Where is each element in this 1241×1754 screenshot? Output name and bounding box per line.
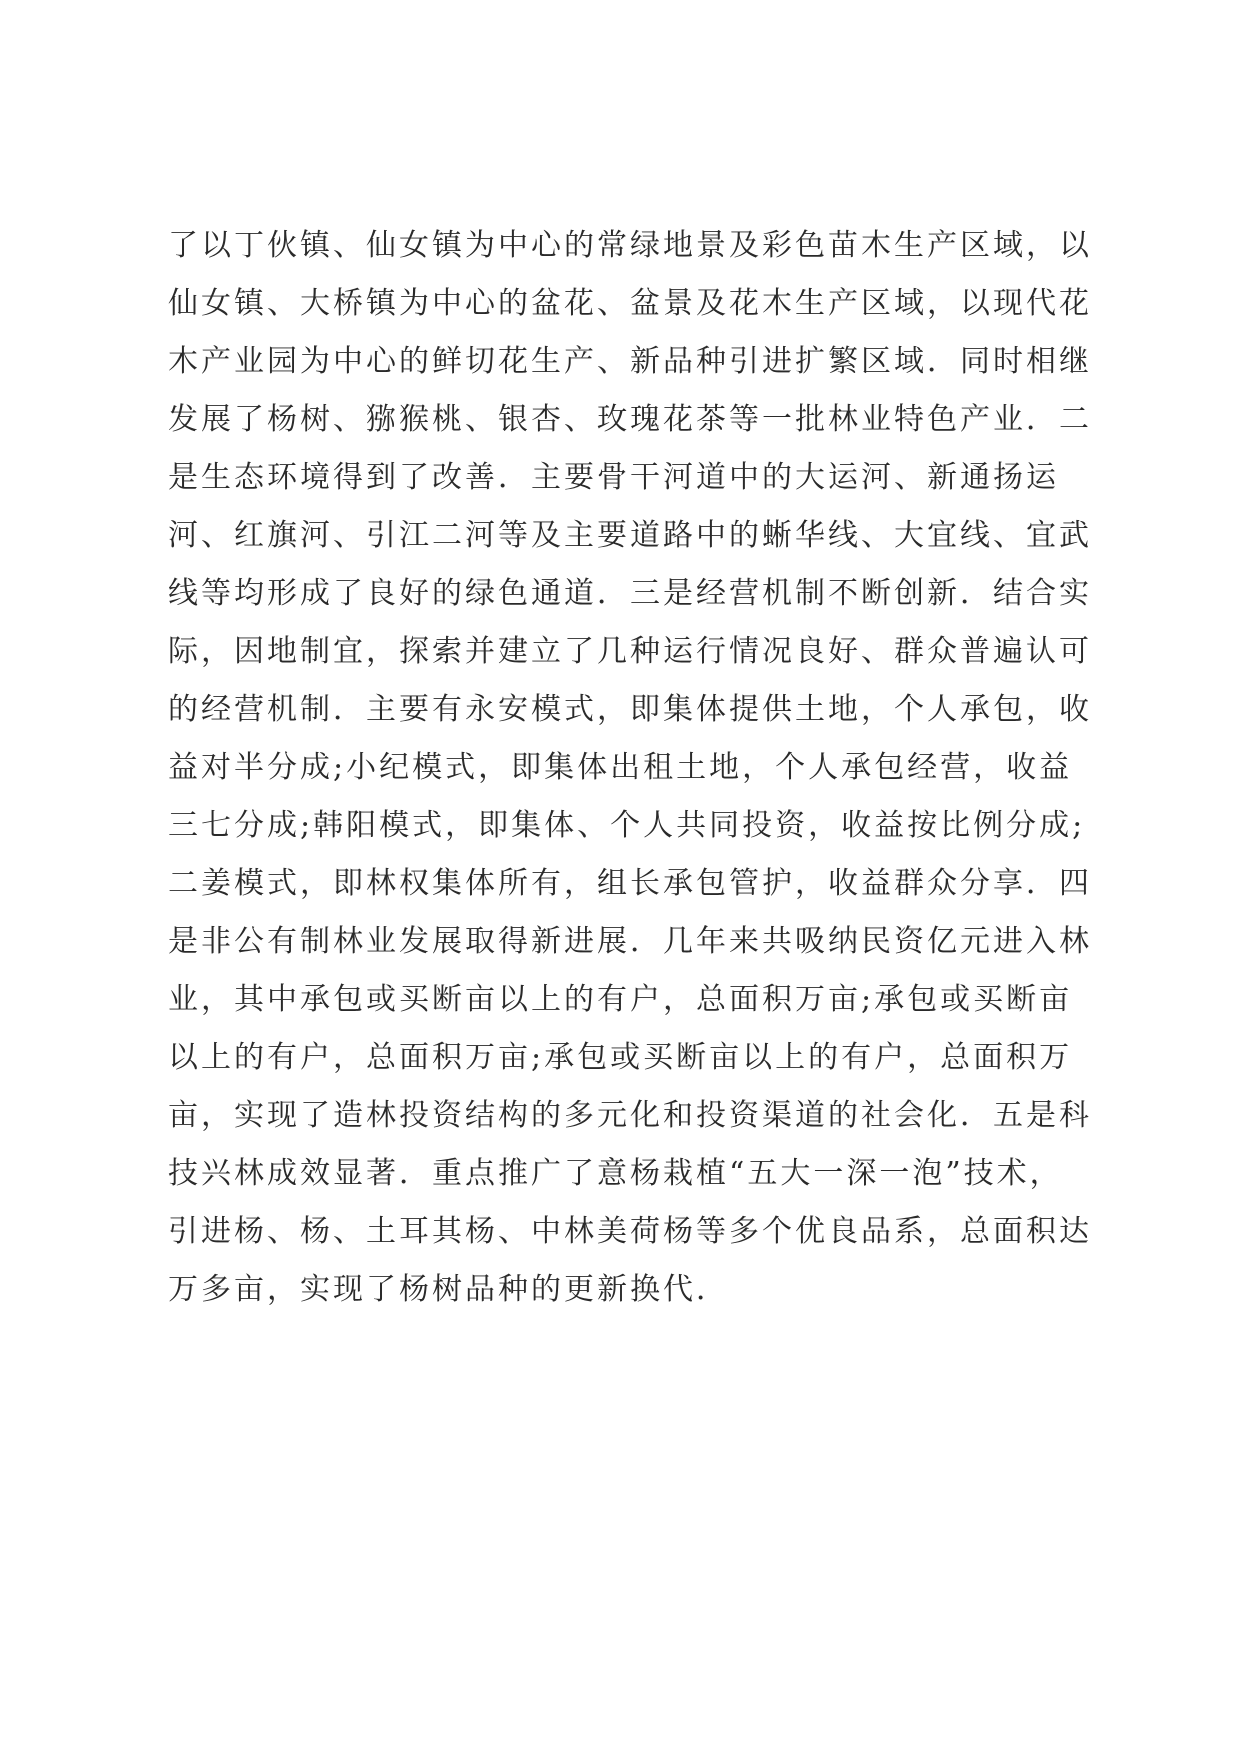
text-line: 发展了杨树、猕猴桃、银杏、玫瑰花茶等一批林业特色产业．二 [168,402,1092,437]
text-line: 是生态环境得到了改善．主要骨干河道中的大运河、新通扬运 [168,460,1059,495]
text-line: 线等均形成了良好的绿色通道．三是经营机制不断创新．结合实 [168,576,1092,611]
text-line: 二姜模式，即林权集体所有，组长承包管护，收益群众分享．四 [168,866,1092,901]
text-line: 河、红旗河、引江二河等及主要道路中的蜥华线、大宜线、宜武 [168,518,1092,553]
text-line: 是非公有制林业发展取得新进展．几年来共吸纳民资亿元进入林 [168,924,1092,959]
text-line: 木产业园为中心的鲜切花生产、新品种引进扩繁区域．同时相继 [168,344,1092,379]
text-line: 以上的有户，总面积万亩;承包或买断亩以上的有户，总面积万 [168,1040,1073,1075]
text-line: 仙女镇、大桥镇为中心的盆花、盆景及花木生产区域，以现代花 [168,286,1092,321]
text-line: 三七分成;韩阳模式，即集体、个人共同投资，收益按比例分成; [168,808,1086,843]
text-line: 亩，实现了造林投资结构的多元化和投资渠道的社会化．五是科 [168,1098,1092,1133]
text-line: 的经营机制．主要有永安模式，即集体提供土地，个人承包，收 [168,692,1092,727]
text-line: 益对半分成;小纪模式，即集体出租土地，个人承包经营，收益 [168,750,1073,785]
text-line: 业，其中承包或买断亩以上的有户，总面积万亩;承包或买断亩 [168,982,1073,1017]
text-line: 技兴林成效显著．重点推广了意杨栽植“五大一深一泡”技术， [168,1156,1063,1191]
text-line: 万多亩，实现了杨树品种的更新换代． [168,1272,729,1307]
text-line: 引进杨、杨、土耳其杨、中林美荷杨等多个优良品系，总面积达 [168,1214,1092,1249]
text-line: 了以丁伙镇、仙女镇为中心的常绿地景及彩色苗木生产区域，以 [168,228,1092,263]
text-line: 际，因地制宜，探索并建立了几种运行情况良好、群众普遍认可 [168,634,1092,669]
